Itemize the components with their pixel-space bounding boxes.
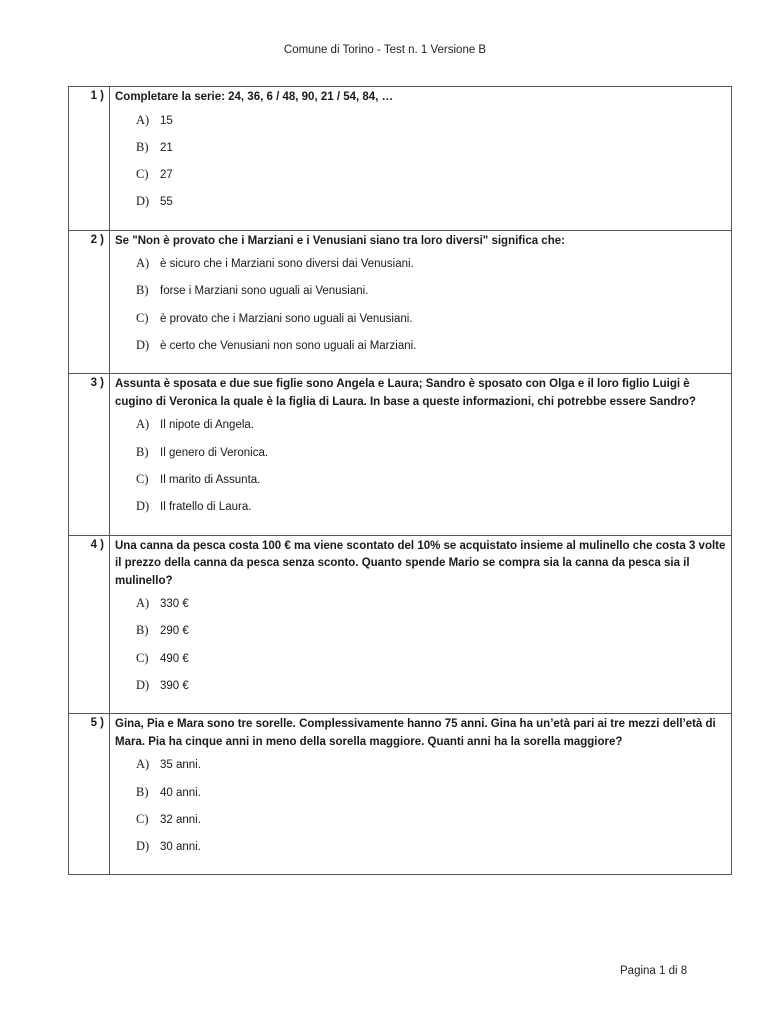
question-row xyxy=(69,535,732,714)
answer-letter: B) xyxy=(136,784,149,799)
question-text: Una canna da pesca costa 100 € ma viene scontato del 10% se acquistato insieme al mulinello che costa 3 volte il prezzo della canna da pesca senza sconto. Quanto spende Mario se compra sia la canna da pesca sia il mulinello? xyxy=(115,539,726,587)
page-number: Pagina 1 di 8 xyxy=(620,965,688,977)
answer-text: 490 € xyxy=(160,652,189,665)
answer-text: 290 € xyxy=(160,625,189,638)
answer-option xyxy=(115,417,727,444)
answer-letter: D) xyxy=(136,194,150,209)
question-text: Se "Non è provato che i Marziani e i Venusiani siano tra loro diversi" significa che: xyxy=(115,234,565,247)
questions-table xyxy=(68,86,732,875)
question-text: Gina, Pia e Mara sono tre sorelle. Complessivamente hanno 75 anni. Gina ha un’età pari ai tre mezzi dell’età di Mara. Pia ha cinque anni in meno della sorella maggiore. Quanti anni ha la sorella maggiore? xyxy=(115,718,716,748)
answer-text: 55 xyxy=(160,196,173,209)
question-text: Completare la serie: 24, 36, 6 / 48, 90, 21 / 54, 84, … xyxy=(115,91,394,103)
question-text: Assunta è sposata e due sue figlie sono Angela e Laura; Sandro è sposato con Olga e il loro figlio Luigi è cugino di Veronica la quale è la figlia di Laura. In base a queste informazioni, chi potrebbe essere Sandro? xyxy=(115,378,696,408)
answer-text: Il nipote di Angela. xyxy=(160,419,254,432)
answer-list xyxy=(115,596,727,705)
answer-letter: C) xyxy=(136,167,149,182)
answer-text: forse i Marziani sono uguali ai Venusiani. xyxy=(160,285,369,298)
answer-letter: D) xyxy=(136,839,150,854)
answer-letter: D) xyxy=(136,338,150,353)
answer-text: 21 xyxy=(160,141,173,154)
answer-option xyxy=(115,651,727,678)
answer-letter: A) xyxy=(136,112,150,127)
answer-option xyxy=(115,785,727,812)
question-row xyxy=(69,714,732,875)
answer-letter: A) xyxy=(136,596,150,611)
answer-letter: C) xyxy=(136,471,149,486)
answer-letter: B) xyxy=(136,139,149,154)
answer-text: 35 anni. xyxy=(160,759,201,772)
question-row xyxy=(69,374,732,535)
answer-text: 390 € xyxy=(160,679,189,692)
answer-option xyxy=(115,839,727,866)
answer-letter: C) xyxy=(136,310,149,325)
answer-list xyxy=(115,417,727,526)
answer-option xyxy=(115,445,727,472)
answer-text: Il marito di Assunta. xyxy=(160,473,261,486)
answer-option xyxy=(115,678,727,705)
answer-option xyxy=(115,113,727,140)
question-number: 5 ) xyxy=(69,714,110,875)
question-cell xyxy=(110,535,732,714)
question-row xyxy=(69,87,732,231)
answer-letter: C) xyxy=(136,650,149,665)
answer-option xyxy=(115,757,727,784)
answer-option xyxy=(115,194,727,221)
answer-option xyxy=(115,311,727,338)
answer-letter: A) xyxy=(136,757,150,772)
answer-letter: D) xyxy=(136,499,150,514)
answer-option xyxy=(115,499,727,526)
answer-option xyxy=(115,256,727,283)
answer-text: Il genero di Veronica. xyxy=(160,446,269,459)
answer-letter: A) xyxy=(136,417,150,432)
answer-letter: A) xyxy=(136,256,150,271)
question-number: 1 ) xyxy=(69,87,110,231)
answer-list xyxy=(115,256,727,365)
answer-letter: D) xyxy=(136,677,150,692)
question-row xyxy=(69,230,732,374)
answer-option xyxy=(115,167,727,194)
answer-text: 40 anni. xyxy=(160,786,201,799)
answer-text: 30 anni. xyxy=(160,841,201,854)
answer-text: è provato che i Marziani sono uguali ai Venusiani. xyxy=(160,312,413,325)
question-number: 2 ) xyxy=(69,230,110,374)
answer-option xyxy=(115,140,727,167)
answer-list xyxy=(115,113,727,222)
answer-text: 15 xyxy=(160,114,173,127)
answer-letter: B) xyxy=(136,444,149,459)
answer-text: è certo che Venusiani non sono uguali ai Marziani. xyxy=(160,340,417,353)
answer-option xyxy=(115,472,727,499)
question-number: 3 ) xyxy=(69,374,110,535)
answer-text: Il fratello di Laura. xyxy=(160,501,252,514)
answer-option xyxy=(115,812,727,839)
answer-option xyxy=(115,596,727,623)
answer-option xyxy=(115,283,727,310)
answer-letter: B) xyxy=(136,283,149,298)
question-number: 4 ) xyxy=(69,535,110,714)
answer-text: 330 € xyxy=(160,598,189,611)
question-cell xyxy=(110,230,732,374)
answer-option xyxy=(115,623,727,650)
answer-text: 27 xyxy=(160,169,173,182)
answer-list xyxy=(115,757,727,866)
answer-text: è sicuro che i Marziani sono diversi dai Venusiani. xyxy=(160,258,414,271)
question-cell xyxy=(110,714,732,875)
answer-text: 32 anni. xyxy=(160,813,201,826)
question-cell xyxy=(110,374,732,535)
page-header: Comune di Torino - Test n. 1 Versione B xyxy=(283,44,487,56)
answer-option xyxy=(115,338,727,365)
question-cell xyxy=(110,87,732,231)
answer-letter: C) xyxy=(136,811,149,826)
answer-letter: B) xyxy=(136,623,149,638)
